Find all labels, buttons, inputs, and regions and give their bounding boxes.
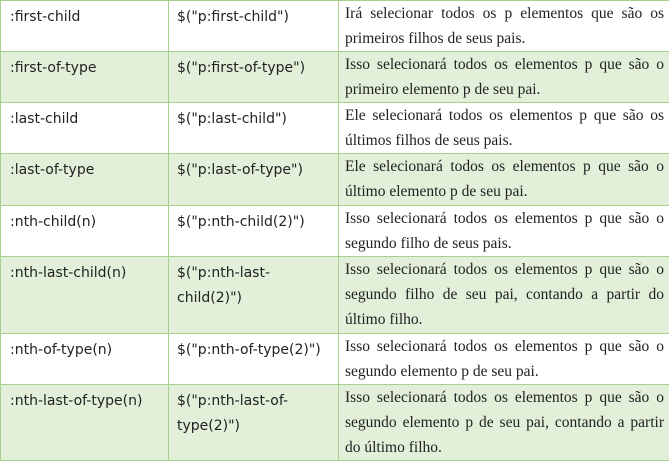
example-cell (169, 257, 339, 334)
example-cell (169, 154, 339, 206)
description-text: Ele selecionará todos os elementos p que são os últimos filhos de seus pais. (339, 103, 669, 153)
description-text: Isso selecionará todos os elementos p que são o segundo elemento p de seu pai. (339, 334, 669, 384)
example-text: $("p:first-child") (169, 1, 338, 30)
description-text: Isso selecionará todos os elementos p que são o segundo filho de seu pai, contando a partir do último filho. (339, 257, 669, 332)
description-cell (339, 334, 669, 385)
table-row (1, 385, 669, 461)
table-row (1, 257, 669, 334)
example-cell (169, 103, 339, 154)
example-cell (169, 334, 339, 385)
description-cell (339, 154, 669, 206)
selector-cell (1, 206, 169, 257)
description-cell (339, 52, 669, 103)
description-text: Isso selecionará todos os elementos p que são o primeiro elemento p de seu pai. (339, 52, 669, 102)
example-text: $("p:last-child") (169, 103, 338, 132)
selector-cell (1, 154, 169, 206)
selector-text: :nth-child(n) (1, 206, 168, 235)
example-text: $("p:last-of-type") (169, 154, 338, 183)
description-cell (339, 1, 669, 52)
selector-text: :nth-last-of-type(n) (1, 385, 168, 414)
table-row (1, 334, 669, 385)
description-text: Isso selecionará todos os elementos p que são o segundo filho de seus pais. (339, 206, 669, 256)
selector-cell (1, 257, 169, 334)
example-text: $("p:nth-of-type(2)") (169, 334, 338, 363)
selector-text: :first-of-type (1, 52, 168, 81)
selector-cell (1, 103, 169, 154)
description-cell (339, 103, 669, 154)
example-cell (169, 1, 339, 52)
description-cell (339, 206, 669, 257)
selector-cell (1, 1, 169, 52)
table-row (1, 154, 669, 206)
description-text: Isso selecionará todos os elementos p que são o segundo elemento p de seu pai, contando a partir do último filho. (339, 385, 669, 460)
selector-cell (1, 334, 169, 385)
example-cell (169, 52, 339, 103)
table-row (1, 52, 669, 103)
description-cell (339, 257, 669, 334)
example-text: $("p:first-of-type") (169, 52, 338, 81)
selector-text: :first-child (1, 1, 168, 30)
example-text: $("p:nth-last-child(2)") (169, 257, 338, 311)
example-cell (169, 385, 339, 461)
selector-text: :nth-last-child(n) (1, 257, 168, 286)
description-text: Irá selecionar todos os p elementos que são os primeiros filhos de seus pais. (339, 1, 669, 51)
description-cell (339, 385, 669, 461)
selector-cell (1, 52, 169, 103)
description-text: Ele selecionará todos os elementos p que são o último elemento p de seu pai. (339, 154, 669, 204)
table-row (1, 103, 669, 154)
selector-cell (1, 385, 169, 461)
selector-text: :last-child (1, 103, 168, 132)
selector-text: :nth-of-type(n) (1, 334, 168, 363)
example-cell (169, 206, 339, 257)
example-text: $("p:nth-child(2)") (169, 206, 338, 235)
table-row (1, 206, 669, 257)
selector-text: :last-of-type (1, 154, 168, 183)
table-row (1, 1, 669, 52)
example-text: $("p:nth-last-of-type(2)") (169, 385, 338, 439)
